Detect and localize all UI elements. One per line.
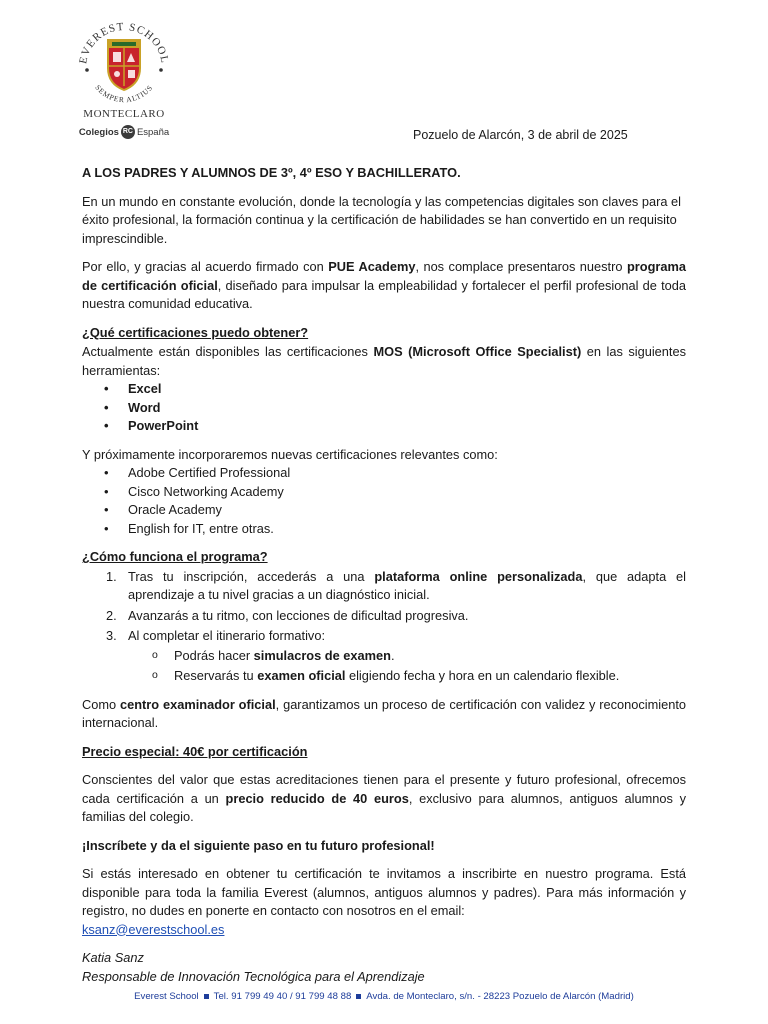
price-title: Precio especial: 40€ por certificación [82,743,308,759]
network-suffix: España [136,126,170,138]
school-logo [74,12,174,142]
upcoming-list [82,464,686,538]
list-item: • PowerPoint [82,417,686,436]
logo-network [74,125,174,139]
square-bullet-icon [204,994,209,999]
network-badge: RC [121,125,135,139]
date-line: Pozuelo de Alarcón, 3 de abril de 2025 [413,128,628,142]
email-link[interactable]: ksanz@everestschool.es [82,921,225,937]
examiner-paragraph: Como centro examinador oficial, garantizamos un proceso de certificación con validez y reconocimiento internacional. [82,696,686,730]
square-bullet-icon [356,994,361,999]
list-item: • Adobe Certified Professional [82,464,686,483]
letter-heading: A LOS PADRES Y ALUMNOS DE 3º, 4º ESO Y BACHILLERATO. [82,165,461,180]
list-item: • Cisco Networking Academy [82,483,686,502]
logo-campus: MONTECLARO [83,108,165,120]
list-item: • Excel [82,380,686,399]
sub-item: o Podrás hacer simulacros de examen. [128,647,686,666]
program-steps [82,568,686,686]
upcoming-intro: Y próximamente incorporaremos nuevas certificaciones relevantes como: [82,446,498,462]
signature-role: Responsable de Innovación Tecnológica para el Aprendizaje [82,968,425,984]
signature-name: Katia Sanz [82,950,144,965]
list-item: • Oracle Academy [82,501,686,520]
page-footer [0,991,768,1002]
network-prefix: Colegios [78,126,119,138]
price-paragraph: Conscientes del valor que estas acreditaciones tienen para el presente y futuro profesional, ofrecemos cada certificación a un precio reducido de 40 euros, exclusivo para alumnos, antiguos alumnos y familias del colegio. [82,772,686,824]
intro-paragraph: En un mundo en constante evolución, donde la tecnología y las competencias digitales son claves para el éxito profesional, la formación continua y la certificación de habilidades se han convertido en un requisito imprescindible. [82,193,681,246]
agreement-paragraph: Por ello, y gracias al acuerdo firmado con PUE Academy, nos complace presentaros nuestro programa de certificación oficial, diseñado para impulsar la empleabilidad y fortalecer el perfil profesional de toda nuestra comunidad educativa. [82,259,686,311]
tools-list [82,380,686,436]
logo-arc-bottom: SEMPER ALTIUS [93,83,155,105]
school-crest-icon [74,12,174,108]
cta-heading: ¡Inscríbete y da el siguiente paso en tu futuro profesional! [82,837,435,853]
signature [82,949,686,986]
footer-phone: Tel. 91 799 49 40 / 91 799 48 88 [213,991,352,1002]
closing-paragraph: Si estás interesado en obtener tu certificación te invitamos a inscribirte en nuestro programa. Está disponible para toda la familia Everest (alumnos, antiguos alumnos y padres). Para más información y registro, no dudes en ponerte en contacto con nosotros en el email: [82,866,686,918]
step-item: 3. Al completar el itinerario formativo: o Podrás hacer simulacros de examen. o Reservarás tu examen oficial eligiendo fecha y hora en un calendario flexible. [82,627,686,686]
list-item: • English for IT, entre otras. [82,520,686,539]
step-item: 1. Tras tu inscripción, accederás a una plataforma online personalizada, que adapta el aprendizaje a tu nivel gracias a un diagnóstico inicial. [106,568,686,602]
list-item: • Word [82,399,686,418]
certifications-title: ¿Qué certificaciones puedo obtener? [82,324,309,340]
letter-body [82,164,686,986]
certifications-paragraph: Actualmente están disponibles las certificaciones MOS (Microsoft Office Specialist) en las siguientes herramientas: [82,344,686,378]
footer-school: Everest School [134,991,199,1002]
program-title: ¿Cómo funciona el programa? [82,549,268,564]
logo-arc-top: EVEREST SCHOOL [77,20,171,65]
step-sublist [128,647,686,686]
footer-address: Avda. de Monteclaro, s/n. - 28223 Pozuelo de Alarcón (Madrid) [366,991,634,1002]
step-item: 2. Avanzarás a tu ritmo, con lecciones de dificultad progresiva. [106,607,469,623]
sub-item: o Reservarás tu examen oficial eligiendo fecha y hora en un calendario flexible. [128,667,686,686]
